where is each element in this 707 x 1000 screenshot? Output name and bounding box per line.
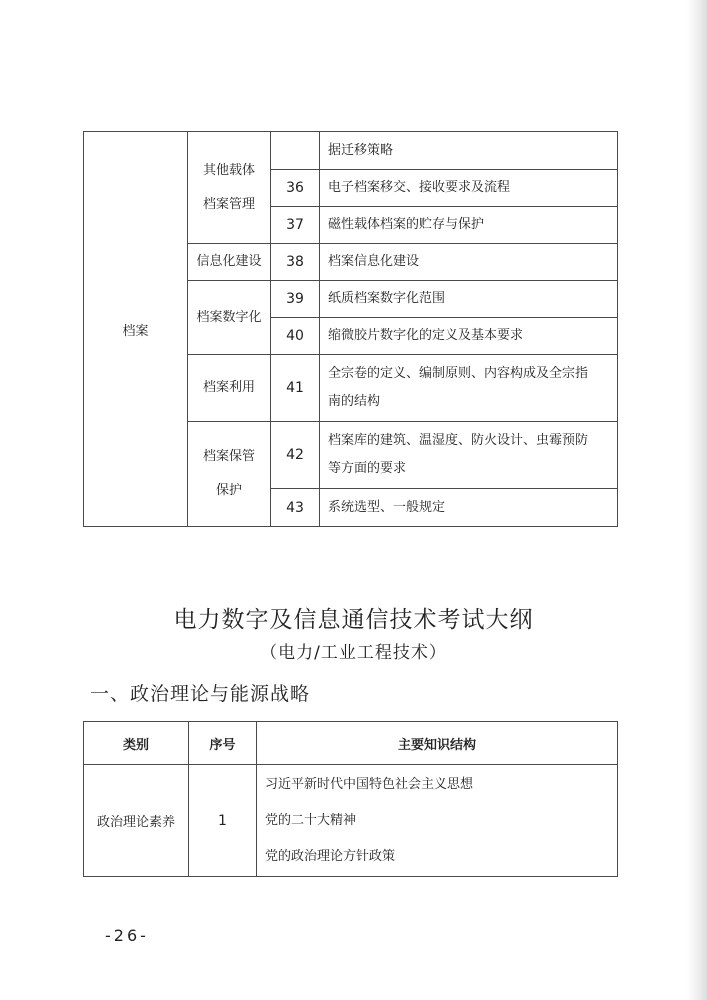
knowledge-item: 党的政治理论方针政策 (265, 848, 396, 864)
knowledge-item: 习近平新时代中国特色社会主义思想 (265, 776, 474, 792)
row-number: 43 (271, 489, 320, 527)
row-number: 40 (271, 318, 320, 355)
exam-outline-table (83, 721, 618, 877)
row-number: 1 (189, 765, 257, 877)
subcategory-informatization: 信息化建设 (188, 244, 271, 281)
document-subtitle: （电力/工业工程技术） (260, 643, 447, 663)
knowledge-item: 纸质档案数字化范围 (320, 281, 618, 318)
knowledge-item: 缩微胶片数字化的定义及基本要求 (320, 318, 618, 355)
document-title: 电力数字及信息通信技术考试大纲 (173, 607, 534, 633)
knowledge-list (257, 765, 618, 877)
row-number: 37 (271, 207, 320, 244)
header-category: 类别 (84, 722, 189, 765)
row-number: 42 (271, 422, 320, 489)
knowledge-item: 系统选型、一般规定 (320, 489, 618, 527)
header-number: 序号 (189, 722, 257, 765)
row-number: 38 (271, 244, 320, 281)
header-knowledge: 主要知识结构 (257, 722, 618, 765)
subcategory-utilization: 档案利用 (188, 355, 271, 422)
knowledge-item: 据迁移策略 (320, 132, 618, 170)
page-edge-shadow (687, 0, 707, 1000)
section-heading: 一、政治理论与能源战略 (90, 683, 311, 705)
subcategory-other-media: 其他载体 档案管理 (188, 132, 271, 244)
subcategory-preservation: 档案保管 保护 (188, 422, 271, 527)
row-number: 39 (271, 281, 320, 318)
archive-table (83, 131, 618, 527)
knowledge-item: 电子档案移交、接收要求及流程 (320, 170, 618, 207)
knowledge-item: 全宗卷的定义、编制原则、内容构成及全宗指 南的结构 (320, 355, 618, 422)
knowledge-item: 磁性载体档案的贮存与保护 (320, 207, 618, 244)
category-cell: 档案 (84, 132, 188, 527)
row-number: 36 (271, 170, 320, 207)
row-number (271, 132, 320, 170)
knowledge-item: 档案信息化建设 (320, 244, 618, 281)
knowledge-item: 党的二十大精神 (265, 812, 357, 828)
knowledge-item: 档案库的建筑、温湿度、防火设计、虫霉预防 等方面的要求 (320, 422, 618, 489)
row-number: 41 (271, 355, 320, 422)
category-cell: 政治理论素养 (84, 765, 189, 877)
page-number: -26- (105, 926, 149, 945)
subcategory-digitization: 档案数字化 (188, 281, 271, 355)
